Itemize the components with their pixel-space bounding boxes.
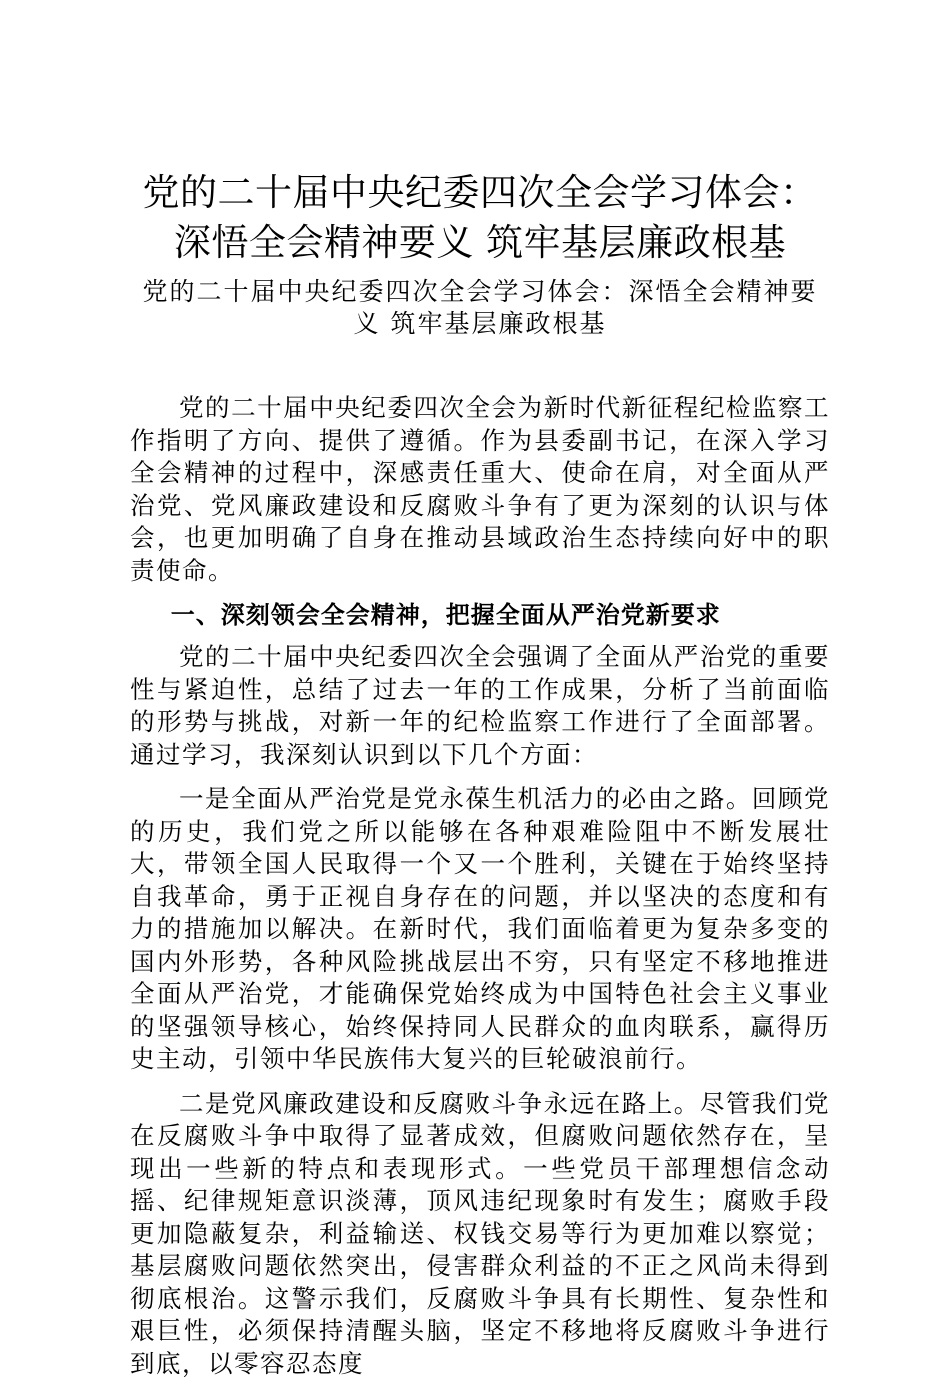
intro-paragraph: 党的二十届中央纪委四次全会为新时代新征程纪检监察工作指明了方向、提供了遵循。作为县委副书记，在深入学习全会精神的过程中，深感责任重大、使命在肩，对全面从严治党、党风廉政建设和反腐败斗争有了更为深刻的认识与体会，也更加明确了自身在推动县域政治生态持续向好中的职责使命。 bbox=[130, 393, 830, 585]
section-1-paragraph: 党的二十届中央纪委四次全会强调了全面从严治党的重要性与紧迫性，总结了过去一年的工作成果，分析了当前面临的形势与挑战，对新一年的纪检监察工作进行了全面部署。通过学习，我深刻认识到以下几个方面： bbox=[130, 642, 830, 769]
document-page bbox=[130, 168, 830, 1392]
section-heading-1: 一、深刻领会全会精神，把握全面从严治党新要求 bbox=[170, 601, 721, 629]
point-two-paragraph: 二是党风廉政建设和反腐败斗争永远在路上。尽管我们党在反腐败斗争中取得了显著成效，但腐败问题依然存在，呈现出一些新的特点和表现形式。一些党员干部理想信念动摇、纪律规矩意识淡薄，顶风违纪现象时有发生；腐败手段更加隐蔽复杂，利益输送、权钱交易等行为更加难以察觉；基层腐败问题依然突出，侵害群众利益的不正之风尚未得到彻底根治。这警示我们，反腐败斗争具有长期性、复杂性和艰巨性，必须保持清醒头脑，坚定不移地将反腐败斗争进行到底，以零容忍态度 bbox=[130, 1088, 830, 1378]
document-title: 党的二十届中央纪委四次全会学习体会：深悟全会精神要义 筑牢基层廉政根基 bbox=[142, 171, 818, 264]
point-one-paragraph: 一是全面从严治党是党永葆生机活力的必由之路。回顾党的历史，我们党之所以能够在各种艰难险阻中不断发展壮大，带领全国人民取得一个又一个胜利，关键在于始终坚持自我革命，勇于正视自身存在的问题，并以坚决的态度和有力的措施加以解决。在新时代，我们面临着更为复杂多变的国内外形势，各种风险挑战层出不穷，只有坚定不移地推进全面从严治党，才能确保党始终成为中国特色社会主义事业的坚强领导核心，始终保持同人民群众的血肉联系，赢得历史主动，引领中华民族伟大复兴的巨轮破浪前行。 bbox=[130, 784, 830, 1073]
document-body bbox=[130, 392, 830, 1380]
document-subtitle: 党的二十届中央纪委四次全会学习体会：深悟全会精神要义 筑牢基层廉政根基 bbox=[142, 277, 818, 338]
